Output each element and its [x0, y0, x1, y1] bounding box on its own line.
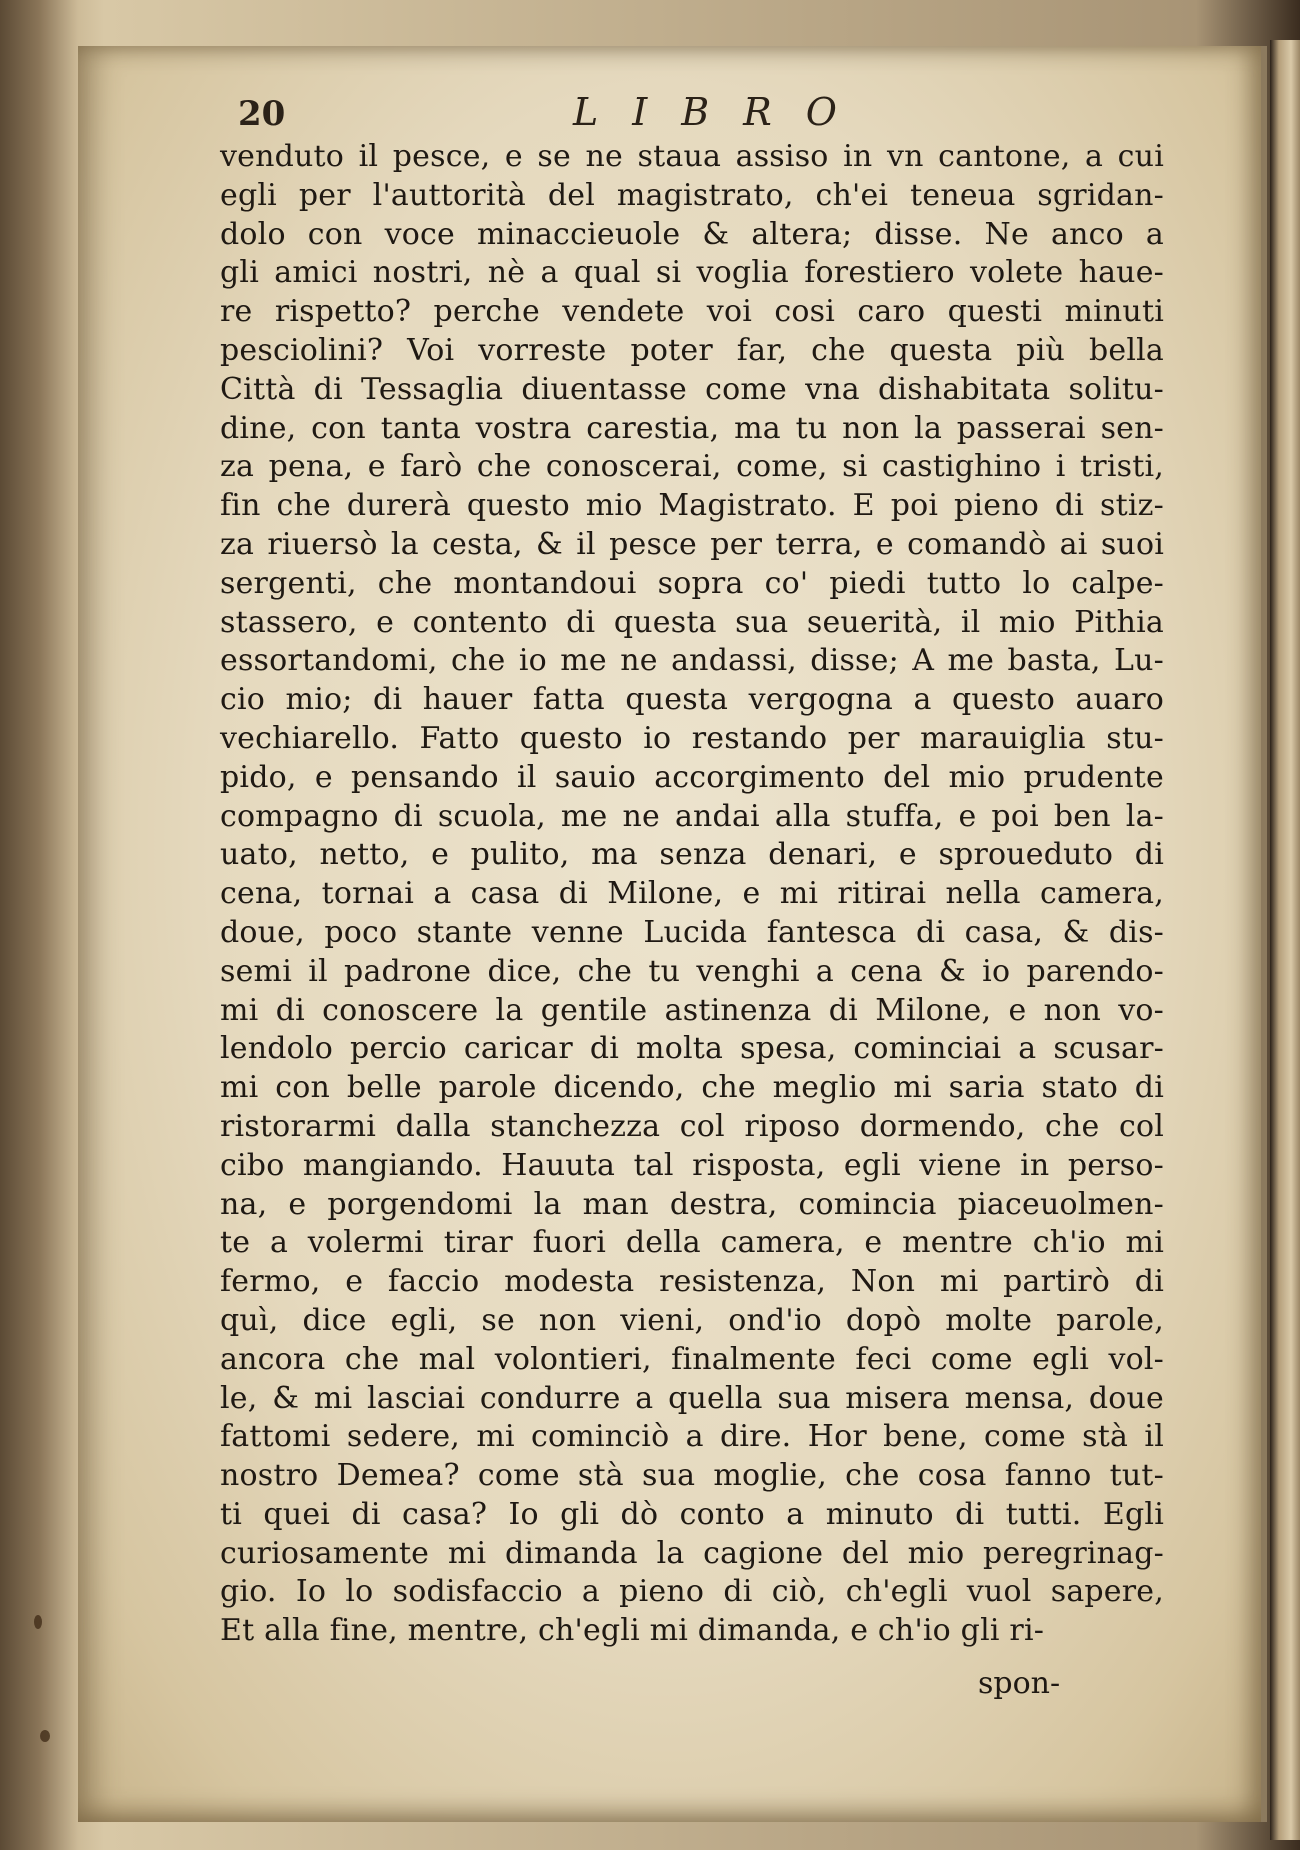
page-number: 20: [238, 94, 286, 134]
text-line: na, e porgendomi la man destra, comincia piaceuolmen-: [220, 1186, 1164, 1222]
text-line: dine, con tanta vostra carestia, ma tu non la passerai sen-: [220, 410, 1164, 446]
text-line: le, & mi lasciai condurre a quella sua misera mensa, doue: [220, 1380, 1164, 1416]
text-line: semi il padrone dice, che tu venghi a cena & io parendo-: [220, 953, 1164, 989]
text-line: doue, poco stante venne Lucida fantesca di casa, & dis-: [220, 914, 1164, 950]
text-line: ti quei di casa? Io gli dò conto a minuto di tutti. Egli: [220, 1496, 1164, 1532]
text-line: sergenti, che montandoui sopra co' piedi tutto lo calpe-: [220, 565, 1164, 601]
text-line: pido, e pensando il sauio accorgimento del mio prudente: [220, 759, 1164, 795]
text-line: re rispetto? perche vendete voi cosi caro questi minuti: [220, 294, 1164, 330]
text-line: ristorarmi dalla stanchezza col riposo dormendo, che col: [220, 1108, 1164, 1144]
text-line: gli amici nostri, nè a qual si voglia forestiero volete haue-: [220, 255, 1164, 291]
running-head: LIBRO: [573, 90, 871, 134]
text-line: za pena, e farò che conoscerai, come, si castighino i tristi,: [220, 449, 1164, 485]
page-header: [238, 90, 938, 138]
text-line: vechiarello. Fatto questo io restando per marauiglia stu-: [220, 720, 1164, 756]
body-text: [220, 138, 1164, 1651]
text-line: cio mio; di hauer fatta questa vergogna a questo auaro: [220, 682, 1164, 718]
text-line: egli per l'auttorità del magistrato, ch'ei teneua sgridan-: [220, 177, 1164, 213]
text-line: za riuersò la cesta, & il pesce per terra, e comandò ai suoi: [220, 526, 1164, 562]
text-line: fattomi sedere, mi cominciò a dire. Hor bene, come stà il: [220, 1419, 1164, 1455]
text-line: nostro Demea? come stà sua moglie, che cosa fanno tut-: [220, 1458, 1164, 1494]
text-line: quì, dice egli, se non vieni, ond'io dopò molte parole,: [220, 1302, 1164, 1338]
text-line: dolo con voce minaccieuole & altera; disse. Ne anco a: [220, 216, 1164, 252]
text-line: fin che durerà questo mio Magistrato. E poi pieno di stiz-: [220, 488, 1164, 524]
catchword: spon-: [978, 1666, 1061, 1701]
text-line: fermo, e faccio modesta resistenza, Non mi partirò di: [220, 1264, 1164, 1300]
text-line: ancora che mal volontieri, finalmente feci come egli vol-: [220, 1341, 1164, 1377]
text-line: compagno di scuola, me ne andai alla stuffa, e poi ben la-: [220, 798, 1164, 834]
book-page: [78, 46, 1267, 1822]
text-line: cena, tornai a casa di Milone, e mi ritirai nella camera,: [220, 876, 1164, 912]
text-line: Città di Tessaglia diuentasse come vna dishabitata solitu-: [220, 371, 1164, 407]
facing-page-edge: [1270, 40, 1300, 1840]
text-line: curiosamente mi dimanda la cagione del mio peregrinag-: [220, 1535, 1164, 1571]
text-line: uato, netto, e pulito, ma senza denari, e sproueduto di: [220, 837, 1164, 873]
text-line: venduto il pesce, e se ne staua assiso in vn cantone, a cui: [220, 139, 1164, 174]
text-line: essortandomi, che io me ne andassi, disse; A me basta, Lu-: [220, 643, 1164, 679]
text-line: mi con belle parole dicendo, che meglio mi saria stato di: [220, 1070, 1164, 1106]
ink-stain: [40, 1730, 50, 1742]
ink-stain: [34, 1615, 42, 1629]
text-line: stassero, e contento di questa sua seuerità, il mio Pithia: [220, 604, 1164, 640]
text-line: lendolo percio caricar di molta spesa, cominciai a scusar-: [220, 1031, 1164, 1067]
text-line: pesciolini? Voi vorreste poter far, che questa più bella: [220, 332, 1164, 368]
text-line: te a volermi tirar fuori della camera, e mentre ch'io mi: [220, 1225, 1164, 1261]
text-line: Et alla fine, mentre, ch'egli mi dimanda, e ch'io gli ri-: [220, 1613, 1045, 1649]
text-line: cibo mangiando. Hauuta tal risposta, egli viene in perso-: [220, 1147, 1164, 1183]
text-line: mi di conoscere la gentile astinenza di Milone, e non vo-: [220, 992, 1164, 1028]
text-line: gio. Io lo sodisfaccio a pieno di ciò, ch'egli vuol sapere,: [220, 1574, 1164, 1610]
